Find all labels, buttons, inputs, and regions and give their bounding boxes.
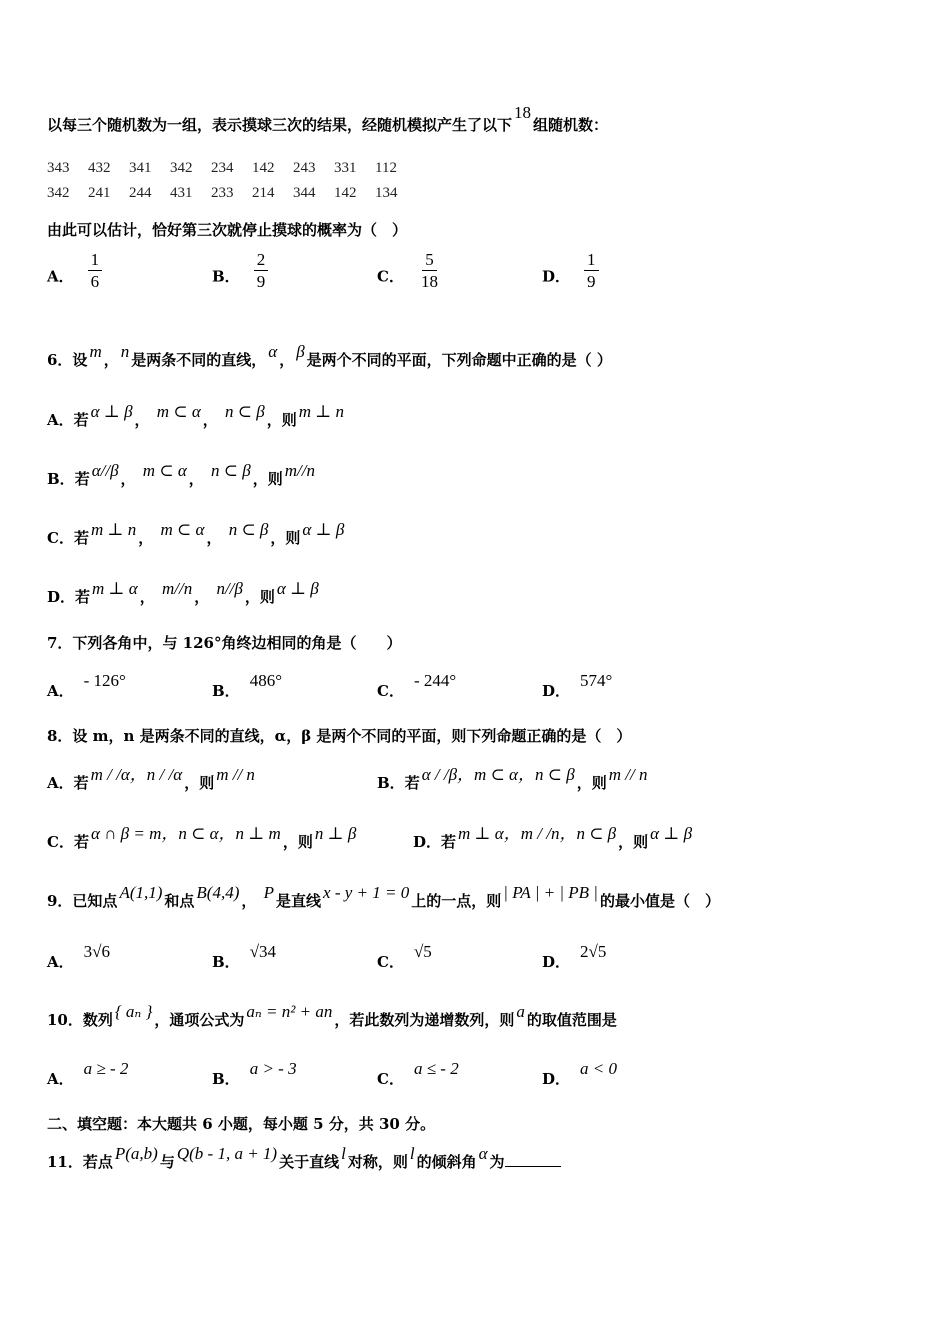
random-numbers-row-2: [47, 185, 416, 202]
q10-option-a: A．a ≥ - 2: [47, 1059, 129, 1088]
q10-stem: 10．数列 { aₙ } ，通项公式为 aₙ = n² + an ，若此数列为递增数列，则 a 的取值范围是: [47, 1002, 617, 1029]
q9-option-a: A．3√6: [47, 942, 110, 971]
q6-option-a: A．若 α ⊥ β ， m ⊂ α ， n ⊂ β ，则 m ⊥ n: [47, 402, 344, 429]
q9-option-c: C．√5: [377, 942, 432, 971]
random-number: 214: [252, 185, 275, 201]
q10-option-c: C．a ≤ - 2: [377, 1059, 459, 1088]
random-number: 342: [170, 160, 193, 176]
q7-stem: 7．下列各角中，与 126°角终边相同的角是（ ）: [47, 634, 402, 652]
q7-option-b: B．486°: [212, 671, 282, 700]
q6-option-c: C．若 m ⊥ n ， m ⊂ α ， n ⊂ β ，则 α ⊥ β: [47, 520, 345, 547]
intro-line: [47, 103, 609, 135]
fraction: $\frac{1}{6}$: [88, 250, 103, 293]
q8-option-d: D．若 m ⊥ α，m / /n，n ⊂ β ，则 α ⊥ β: [413, 824, 693, 851]
q7-option-c: C．- 244°: [377, 671, 457, 700]
fraction: $\frac{5}{18}$: [420, 250, 438, 291]
random-numbers-row-1: [47, 160, 416, 177]
q9-stem: 9．已知点 A(1,1) 和点 B(4,4) ， P 是直线 x - y + 1 = 0 上的一点，则 | PA | + | PB | 的最小值是（ ）: [47, 883, 720, 910]
q8-option-c: C．若 α ∩ β = m，n ⊂ α，n ⊥ m ，则 n ⊥ β: [47, 824, 357, 851]
q8-option-a: A．若 m / /α，n / /α ，则 m // n: [47, 765, 255, 792]
random-number: 142: [252, 160, 275, 176]
q8-stem: 8．设 m，n 是两条不同的直线，α，β 是两个不同的平面，则下列命题正确的是（ ）: [47, 727, 632, 745]
q7-option-a: A．- 126°: [47, 671, 126, 700]
random-number: 331: [334, 160, 357, 176]
random-number: 241: [88, 185, 111, 201]
q7-option-d: D．574°: [542, 671, 613, 700]
q9-option-d: D．2√5: [542, 942, 607, 971]
q5-stem: 由此可以估计，恰好第三次就停止摸球的概率为（ ）: [47, 221, 408, 239]
answer-blank[interactable]: [505, 1152, 561, 1167]
q5-option-d: D． $\frac{1}{9}$: [542, 256, 599, 299]
q9-option-b: B．√34: [212, 942, 277, 971]
intro-text: 以每三个随机数为一组，表示摸球三次的结果，经随机模拟产生了以下: [47, 116, 513, 134]
q6-option-d: D．若 m ⊥ α ， m//n ， n//β ，则 α ⊥ β: [47, 579, 319, 606]
random-number: 431: [170, 185, 193, 201]
random-number: 343: [47, 160, 70, 176]
q10-option-d: D．a < 0: [542, 1059, 617, 1088]
q8-option-b: B．若 α / /β，m ⊂ α，n ⊂ β ，则 m // n: [377, 765, 648, 792]
random-number: 432: [88, 160, 111, 176]
random-number: 341: [129, 160, 152, 176]
q6-option-b: B．若 α//β ， m ⊂ α ， n ⊂ β ，则 m//n: [47, 461, 315, 488]
q5-option-c: C． $\frac{5}{18}$: [377, 256, 441, 299]
q11-stem: 11．若点 P(a,b) 与 Q(b - 1, a + 1) 关于直线 l 对称，则 l 的倾斜角 α 为: [47, 1152, 561, 1172]
q10-option-b: B．a > - 3: [212, 1059, 297, 1088]
q5-option-b: B． $\frac{2}{9}$: [212, 256, 268, 299]
random-number: 112: [375, 160, 397, 176]
intro-text-after: 组随机数：: [533, 116, 609, 134]
fraction: $\frac{1}{9}$: [584, 250, 599, 293]
fraction: $\frac{2}{9}$: [254, 250, 269, 293]
random-number: 244: [129, 185, 152, 201]
q5-option-a: A． $\frac{1}{6}$: [47, 256, 102, 299]
q6-stem: 6．设 m ， n 是两条不同的直线， α ， β 是两个不同的平面，下列命题中正确的是（ ）: [47, 342, 612, 369]
random-number: 233: [211, 185, 234, 201]
intro-count: 18: [514, 103, 532, 122]
random-number: 234: [211, 160, 234, 176]
random-number: 342: [47, 185, 70, 201]
section-2-title: 二、填空题：本大题共 6 小题，每小题 5 分，共 30 分。: [47, 1115, 436, 1133]
random-number: 142: [334, 185, 357, 201]
random-number: 134: [375, 185, 398, 201]
random-number: 344: [293, 185, 316, 201]
random-number: 243: [293, 160, 316, 176]
